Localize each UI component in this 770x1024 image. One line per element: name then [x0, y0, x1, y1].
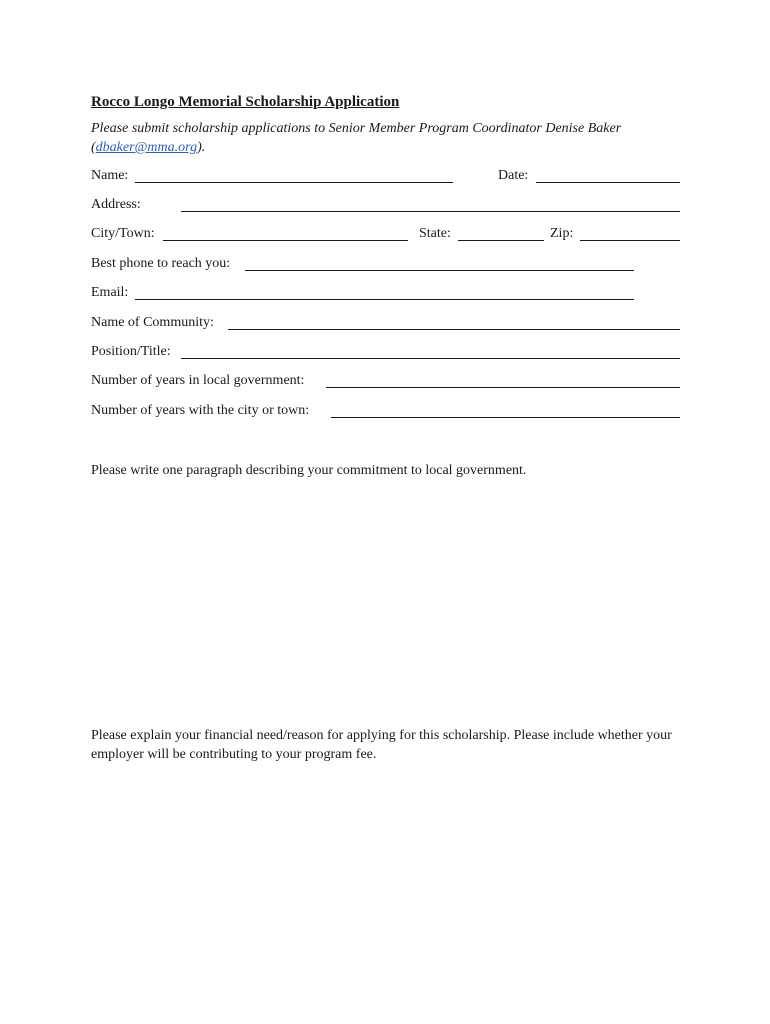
- name-field-line[interactable]: [135, 182, 453, 183]
- coordinator-email-link[interactable]: dbaker@mma.org: [95, 140, 198, 155]
- position-field-line[interactable]: [181, 358, 680, 359]
- email-label: Email:: [91, 285, 129, 300]
- form-title: Rocco Longo Memorial Scholarship Application: [91, 94, 400, 110]
- years-local-gov-label: Number of years in local government:: [91, 373, 305, 388]
- position-row: [91, 342, 681, 362]
- position-label: Position/Title:: [91, 344, 171, 359]
- date-field-line[interactable]: [536, 182, 680, 183]
- state-label: State:: [419, 226, 451, 241]
- years-city-town-row: [91, 401, 681, 421]
- date-label: Date:: [498, 168, 529, 183]
- name-label: Name:: [91, 168, 129, 183]
- community-field-line[interactable]: [228, 329, 680, 330]
- phone-field-line[interactable]: [245, 270, 634, 271]
- phone-row: [91, 254, 636, 274]
- phone-label: Best phone to reach you:: [91, 256, 231, 271]
- years-local-gov-field-line[interactable]: [326, 387, 680, 388]
- instructions-text: Please submit scholarship applications to Senior Member Program Coordinator Denise Baker (: [91, 121, 622, 155]
- city-town-label: City/Town:: [91, 226, 155, 241]
- email-row: [91, 283, 636, 303]
- commitment-prompt: Please write one paragraph describing your commitment to local government.: [91, 463, 527, 478]
- zip-field-line[interactable]: [580, 240, 680, 241]
- name-date-row: [91, 166, 681, 186]
- instructions-text-end: ).: [197, 140, 206, 155]
- city-state-zip-row: [91, 224, 681, 244]
- address-row: [91, 195, 681, 215]
- state-field-line[interactable]: [458, 240, 544, 241]
- community-label: Name of Community:: [91, 315, 214, 330]
- financial-need-prompt: Please explain your financial need/reason for applying for this scholarship. Please include whether your employer will be contributing to your program fee.: [91, 728, 672, 762]
- submission-instructions: [91, 119, 691, 157]
- years-city-town-field-line[interactable]: [331, 417, 680, 418]
- address-field-line[interactable]: [181, 211, 680, 212]
- years-city-town-label: Number of years with the city or town:: [91, 403, 310, 418]
- email-field-line[interactable]: [135, 299, 634, 300]
- community-row: [91, 313, 681, 333]
- years-local-gov-row: [91, 371, 681, 391]
- zip-label: Zip:: [550, 226, 574, 241]
- address-label: Address:: [91, 197, 141, 212]
- city-town-field-line[interactable]: [163, 240, 408, 241]
